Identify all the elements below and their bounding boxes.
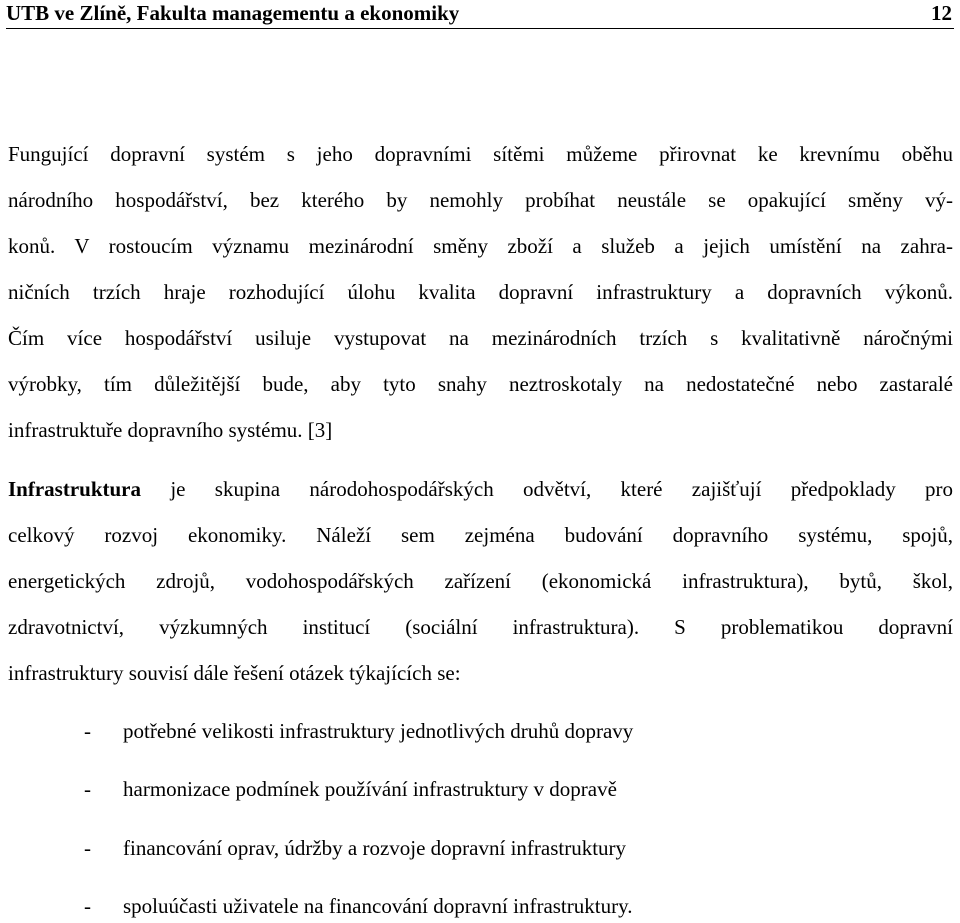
list-dash: - [84, 836, 91, 860]
paragraph-line [8, 477, 953, 501]
paragraph-line: celkový rozvoj ekonomiky. Náleží sem zejména budování dopravního systému, spojů, [8, 523, 953, 547]
paragraph-line: energetických zdrojů, vodohospodářských zařízení (ekonomická infrastruktura), bytů, škol, [8, 569, 953, 593]
paragraph-line: Čím více hospodářství usiluje vystupovat na mezinárodních trzích s kvalitativně náročnými [8, 326, 953, 350]
page-number: 12 [931, 1, 952, 25]
paragraph-line: Fungující dopravní systém s jeho dopravními sítěmi můžeme přirovnat ke krevnímu oběhu [8, 142, 953, 166]
header-title: UTB ve Zlíně, Fakulta managementu a ekonomiky [6, 1, 460, 25]
paragraph-line: infrastruktuře dopravního systému. [3] [8, 418, 333, 442]
list-item [84, 777, 944, 801]
list-item-text: harmonizace podmínek používání infrastruktury v dopravě [123, 777, 617, 801]
paragraph-line: výrobky, tím důležitější bude, aby tyto snahy neztroskotaly na nedostatečné nebo zastaralé [8, 372, 953, 396]
list-item [84, 894, 944, 918]
list-item [84, 836, 944, 860]
list-dash: - [84, 894, 91, 918]
list-item-text: spoluúčasti uživatele na financování dopravní infrastruktury. [123, 894, 633, 918]
paragraph-line: ničních trzích hraje rozhodující úlohu kvalita dopravní infrastruktury a dopravních výkonů. [8, 280, 953, 304]
list-item-text: financování oprav, údržby a rozvoje dopravní infrastruktury [123, 836, 627, 860]
list-item [84, 719, 944, 743]
paragraph-line: zdravotnictví, výzkumných institucí (sociální infrastruktura). S problematikou dopravní [8, 615, 953, 639]
line-rest: je skupina národohospodářských odvětví, které zajišťují předpoklady pro [141, 477, 953, 501]
bold-term: Infrastruktura [8, 477, 142, 501]
list-dash: - [84, 777, 91, 801]
page-header [6, 0, 954, 29]
paragraph-line: infrastruktury souvisí dále řešení otázek týkajících se: [8, 661, 461, 685]
list-dash: - [84, 719, 91, 743]
list-item-text: potřebné velikosti infrastruktury jednotlivých druhů dopravy [123, 719, 634, 743]
paragraph-line: konů. V rostoucím významu mezinárodní směny zboží a služeb a jejich umístění na zahra- [8, 234, 953, 258]
paragraph-line: národního hospodářství, bez kterého by nemohly probíhat neustále se opakující směny vý- [8, 188, 953, 212]
